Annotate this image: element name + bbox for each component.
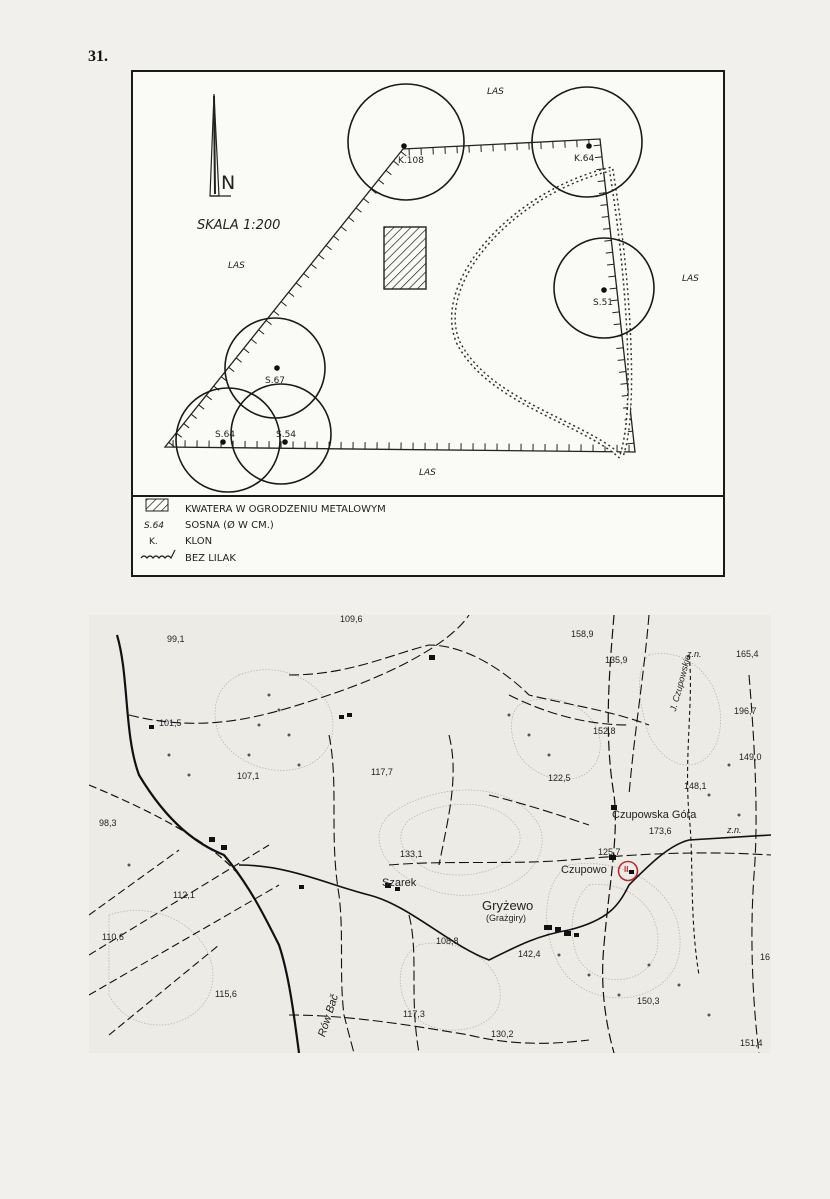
elevation-label: 125,7 (598, 847, 621, 857)
fence-tick (289, 292, 294, 296)
fence-tick (607, 264, 614, 265)
elevation-label: 149,0 (739, 752, 762, 762)
lilac-hedge (453, 169, 629, 457)
fence-tick (259, 330, 264, 334)
track (603, 615, 616, 1053)
fence-tick (603, 228, 610, 229)
fence-tick (594, 145, 601, 146)
legend-lilac-icon (141, 550, 175, 558)
place-label-j-czupowskie: J. Czupowskie (668, 653, 693, 713)
settlement-buildings (149, 655, 634, 937)
tree-point-k108 (401, 143, 407, 149)
fence-tick (244, 349, 249, 353)
elevation-label: 152,8 (593, 726, 616, 736)
tree-crown-s64 (176, 388, 280, 492)
north-label: N (221, 172, 236, 194)
elevation-label: 99,1 (167, 634, 185, 644)
tree-label-s64: S.64 (215, 430, 236, 440)
forest-label-left: LAS (228, 261, 245, 271)
place-label-gryzewo: Gryżewo (482, 898, 534, 913)
place-label-czupowska-gora: Czupowska Góra (612, 809, 697, 821)
place-label-grazgiry: (Grażgiry) (486, 913, 526, 923)
fence-tick (191, 414, 196, 418)
legend-enclosure: KWATERA W OGRODZENIU METALOWYM (185, 504, 386, 515)
fence-tick (616, 348, 623, 349)
elevation-label: 135,9 (605, 655, 628, 665)
place-label-szarek: Szarek (382, 877, 417, 889)
fence-tick (619, 372, 626, 373)
elevation-label: 117,3 (403, 1009, 425, 1019)
fence-tick (229, 367, 234, 371)
fence-tick (356, 208, 361, 212)
legend-pine-symbol: S.64 (144, 521, 165, 531)
tree-point-s64 (220, 439, 226, 445)
tree-point-s51 (601, 287, 607, 293)
track (109, 945, 219, 1035)
track (89, 850, 179, 915)
fence-tick (598, 181, 605, 182)
elevation-label: 101,5 (159, 718, 182, 728)
north-arrow-icon (210, 94, 235, 196)
track (749, 675, 759, 1053)
site-sketch-panel (131, 70, 725, 577)
forest-label-bottom: LAS (419, 468, 436, 478)
fence-tick (319, 255, 324, 259)
legend-pine: SOSNA (Ø W CM.) (185, 520, 274, 531)
legend-maple: KLON (185, 536, 213, 547)
page-number: 31. (88, 48, 108, 65)
scale-label: SKALA 1:200 (197, 218, 281, 233)
fence-tick (236, 358, 241, 362)
fenced-enclosure (384, 227, 426, 289)
elevation-label: 133,1 (400, 849, 423, 859)
place-label-zn-east: z.n. (727, 825, 742, 835)
fence-tick (333, 236, 338, 240)
fence-tick (614, 324, 621, 325)
fence-tick (618, 360, 625, 361)
elevation-label: 109,6 (340, 615, 363, 624)
fence-tick (612, 312, 619, 313)
fence-tick (604, 240, 611, 241)
tree-label-k108: K.108 (398, 156, 424, 166)
place-label-czupowo: Czupowo (561, 864, 607, 876)
fence-tick (326, 245, 331, 249)
tree-point-k64 (586, 143, 592, 149)
tree-label-s67: S.67 (265, 376, 286, 386)
elevation-label: 150,3 (637, 996, 660, 1006)
elevation-label: 173,6 (649, 826, 672, 836)
track (629, 615, 649, 795)
fence-tick (296, 283, 301, 287)
elevation-label: 122,5 (548, 773, 571, 783)
elevation-label: 196,7 (734, 706, 757, 716)
fence-tick (610, 288, 617, 289)
fence-tick (620, 383, 627, 384)
elevation-label: 148,1 (684, 781, 707, 791)
vegetation-symbols (128, 694, 741, 1017)
place-label-zn-north: z.n. (687, 649, 702, 659)
elevation-label: 107,1 (237, 771, 260, 781)
fence-tick (622, 395, 629, 396)
elevation-label: 108,8 (436, 936, 459, 946)
elevation-label: 110,6 (102, 932, 124, 942)
elevation-label: 112,1 (173, 890, 195, 900)
elevation-label: 142,4 (518, 949, 541, 959)
fence-tick (363, 199, 368, 203)
elevation-label: 98,3 (99, 818, 117, 828)
tree-label-s51: S.51 (593, 298, 614, 308)
elevation-label: 165,4 (736, 649, 759, 659)
site-sketch (133, 72, 723, 575)
fence-tick (378, 180, 383, 184)
legend-lilac: BEZ LILAK (185, 553, 236, 564)
fence-tick (608, 276, 615, 277)
tree-point-s54 (282, 439, 288, 445)
fence-tick (600, 205, 607, 206)
fence-tick (266, 320, 271, 324)
fence-tick (184, 424, 189, 428)
fence-tick (606, 252, 613, 253)
fence-tick (206, 395, 211, 399)
fence-tick (199, 405, 204, 409)
legend (141, 499, 386, 564)
fence-tick (341, 227, 346, 231)
fence-tick (386, 170, 391, 174)
tree-point-s67 (274, 365, 280, 371)
elevation-label: 115,6 (215, 989, 237, 999)
track (439, 735, 453, 865)
track (289, 645, 649, 725)
track (509, 695, 629, 725)
track (409, 915, 419, 1053)
track (129, 615, 469, 723)
elevation-label: 130,2 (491, 1029, 514, 1039)
forest-label-right: LAS (682, 274, 699, 284)
fence-tick (602, 217, 609, 218)
track (289, 1015, 589, 1043)
fence-tick (251, 339, 256, 343)
place-label-row-bach: Rów Bač (316, 992, 342, 1039)
main-road (117, 635, 299, 1053)
topographic-map (89, 615, 771, 1053)
track (89, 785, 239, 875)
fence-tick (304, 274, 309, 278)
elevation-label: 151,4 (740, 1038, 763, 1048)
fence-tick (348, 217, 353, 221)
fence-tick (274, 311, 279, 315)
tree-crown-k108 (348, 84, 464, 200)
fence-tick (311, 264, 316, 268)
fence-tick (281, 302, 286, 306)
elevation-label: 16 (760, 952, 771, 962)
fence-tick (627, 443, 634, 444)
tree-label-k64: K.64 (574, 154, 595, 164)
forest-label-top: LAS (487, 87, 504, 97)
elevation-label: 158,9 (571, 629, 594, 639)
fence-tick (595, 157, 602, 158)
site-marker-label: II (624, 865, 629, 874)
track (489, 795, 589, 825)
legend-maple-symbol: K. (149, 537, 158, 547)
elevation-label: 117,7 (371, 767, 393, 777)
legend-hatch-icon (146, 499, 168, 511)
tree-label-s54: S.54 (276, 430, 297, 440)
